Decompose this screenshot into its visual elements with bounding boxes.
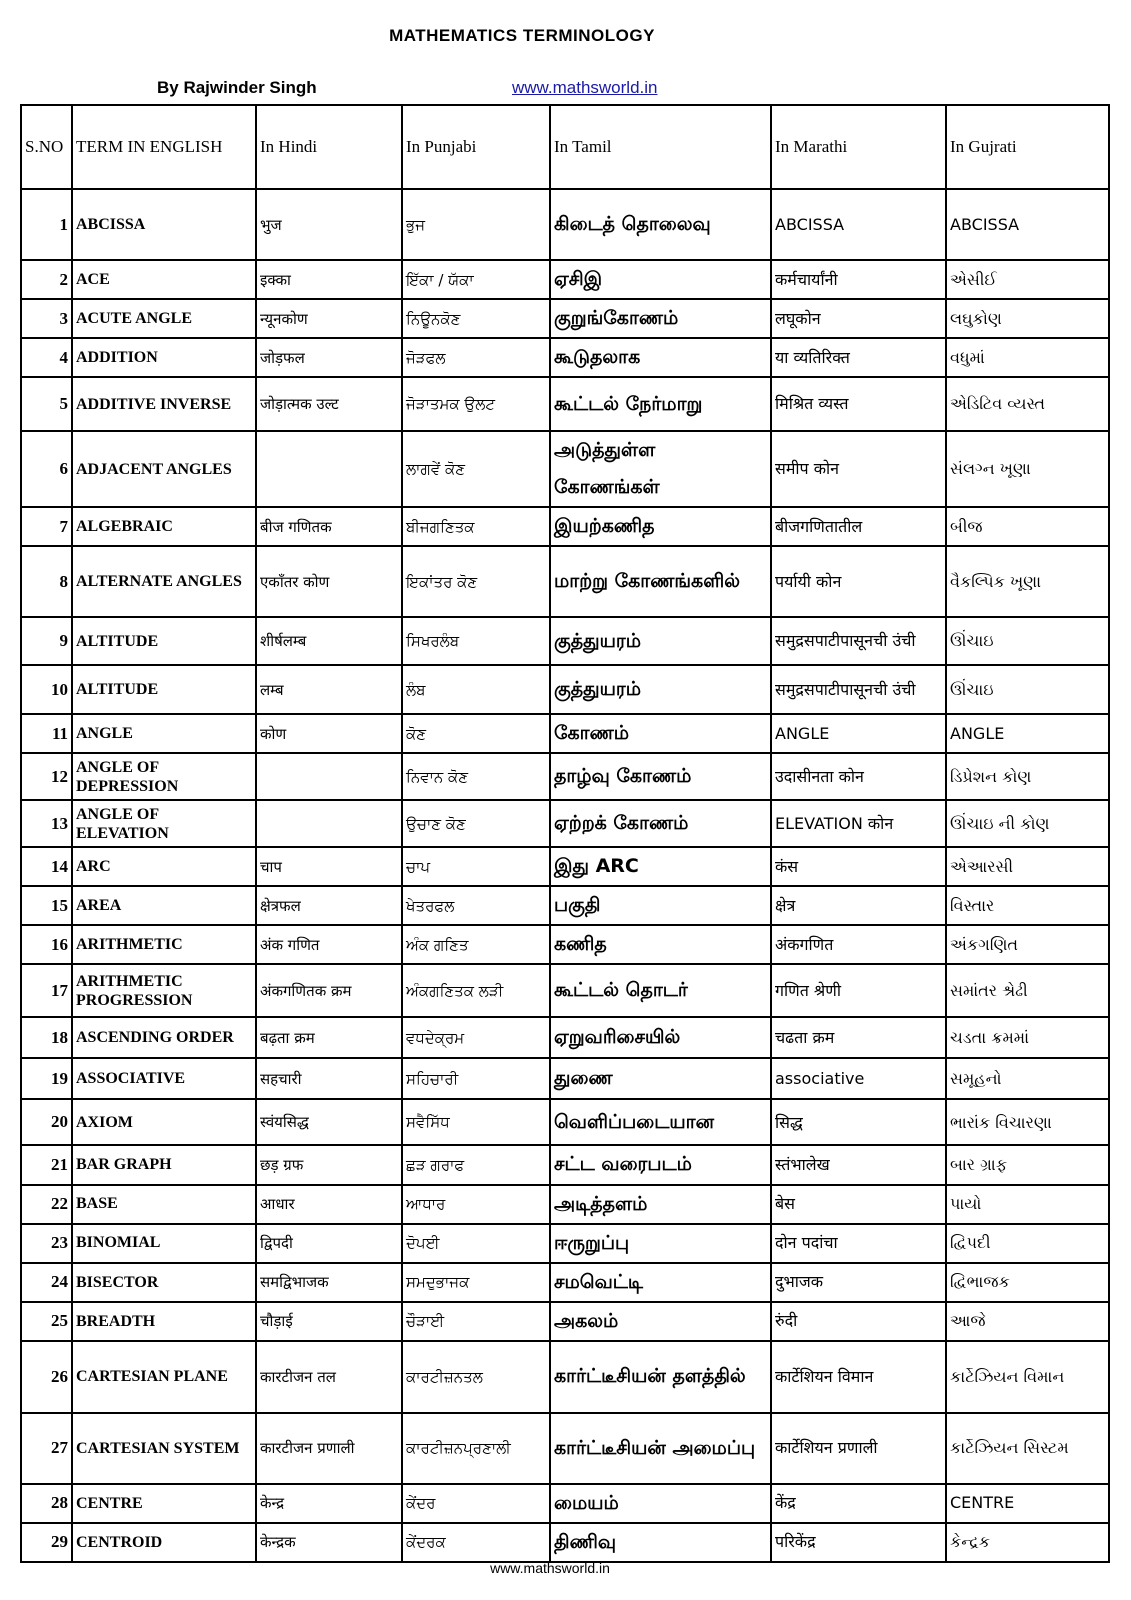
cell-hindi: चाप (256, 847, 402, 886)
cell-marathi: परिकेंद्र (771, 1523, 946, 1562)
cell-hindi: समद्विभाजक (256, 1263, 402, 1302)
cell-tamil: குத்துயரம் (550, 617, 771, 665)
cell-gujrati: ડિપ્રેશન કોણ (946, 753, 1109, 800)
cell-punjabi: ਜੋੜਾਤਮਕ ਉਲਟ (402, 377, 550, 431)
table-row (21, 886, 1109, 925)
cell-tamil: திணிவு (550, 1523, 771, 1562)
cell-hindi: कारटीजन प्रणाली (256, 1413, 402, 1484)
page-title: MATHEMATICS TERMINOLOGY (389, 26, 655, 45)
cell-tamil: ஈருறுப்பு (550, 1224, 771, 1263)
column-header-tamil: In Tamil (550, 105, 771, 189)
table-row (21, 260, 1109, 299)
cell-marathi: ABCISSA (771, 189, 946, 260)
cell-term-english: ALTITUDE (72, 617, 256, 665)
table-row (21, 617, 1109, 665)
cell-hindi: बढ़ता क्रम (256, 1017, 402, 1058)
cell-punjabi: ਕੇਂਦਰਕ (402, 1523, 550, 1562)
cell-sno: 12 (21, 753, 72, 800)
terminology-table (20, 104, 1110, 1563)
cell-gujrati: એડિટિવ વ્યસ્ત (946, 377, 1109, 431)
cell-gujrati: સંલગ્ન ખૂણા (946, 431, 1109, 507)
column-header-gujrati: In Gujrati (946, 105, 1109, 189)
cell-sno: 13 (21, 800, 72, 847)
cell-punjabi: ਆਧਾਰ (402, 1185, 550, 1224)
cell-tamil: இது ARC (550, 847, 771, 886)
cell-tamil: அடுத்துள்ள கோணங்கள் (550, 431, 771, 507)
cell-gujrati: ઊંચાઇ ની કોણ (946, 800, 1109, 847)
column-header-punjabi: In Punjabi (402, 105, 550, 189)
cell-hindi: इक्का (256, 260, 402, 299)
cell-marathi: समुद्रसपाटीपासूनची उंची (771, 617, 946, 665)
cell-punjabi: ਚੌੜਾਈ (402, 1302, 550, 1341)
cell-tamil: அகலம் (550, 1302, 771, 1341)
cell-gujrati: ચડતા ક્રમમાં (946, 1017, 1109, 1058)
table-row (21, 431, 1109, 507)
table-row (21, 1341, 1109, 1413)
table-row (21, 1263, 1109, 1302)
table-row (21, 1523, 1109, 1562)
cell-marathi: बेस (771, 1185, 946, 1224)
cell-tamil: பகுதி (550, 886, 771, 925)
cell-gujrati: બીજ (946, 507, 1109, 546)
cell-hindi: चौड़ाई (256, 1302, 402, 1341)
cell-punjabi: ਨਿਊਨਕੋਣ (402, 299, 550, 338)
cell-term-english: AXIOM (72, 1099, 256, 1145)
cell-gujrati: વૈકલ્પિક ખૂણા (946, 546, 1109, 617)
cell-punjabi: ਦੋਪਈ (402, 1224, 550, 1263)
cell-sno: 8 (21, 546, 72, 617)
cell-term-english: ALTERNATE ANGLES (72, 546, 256, 617)
cell-term-english: ACE (72, 260, 256, 299)
cell-gujrati: દ્વિભાજક (946, 1263, 1109, 1302)
cell-gujrati: વિસ્તાર (946, 886, 1109, 925)
cell-punjabi: ਉਚਾਣ ਕੋਣ (402, 800, 550, 847)
cell-marathi: अंकगणित (771, 925, 946, 964)
table-row (21, 189, 1109, 260)
table-row (21, 1224, 1109, 1263)
cell-tamil: கார்ட்டீசியன் அமைப்பு (550, 1413, 771, 1484)
cell-marathi: ELEVATION कोन (771, 800, 946, 847)
cell-tamil: வெளிப்படையான (550, 1099, 771, 1145)
cell-punjabi: ਲਾਗਵੇਂ ਕੋਣ (402, 431, 550, 507)
cell-sno: 25 (21, 1302, 72, 1341)
cell-term-english: ASCENDING ORDER (72, 1017, 256, 1058)
cell-marathi: दुभाजक (771, 1263, 946, 1302)
cell-gujrati: લઘુકોણ (946, 299, 1109, 338)
cell-term-english: ABCISSA (72, 189, 256, 260)
cell-hindi: भुज (256, 189, 402, 260)
cell-term-english: ADDITIVE INVERSE (72, 377, 256, 431)
cell-term-english: ARITHMETIC (72, 925, 256, 964)
cell-tamil: ஏசிஇ (550, 260, 771, 299)
cell-marathi: उदासीनता कोन (771, 753, 946, 800)
cell-term-english: ARC (72, 847, 256, 886)
cell-punjabi: ਸਹਿਚਾਰੀ (402, 1058, 550, 1099)
cell-hindi (256, 431, 402, 507)
cell-gujrati: ઊંચાઇ (946, 617, 1109, 665)
cell-sno: 6 (21, 431, 72, 507)
cell-marathi: रुंदी (771, 1302, 946, 1341)
table-row (21, 714, 1109, 753)
cell-marathi: स्तंभालेख (771, 1145, 946, 1184)
cell-marathi: केंद्र (771, 1484, 946, 1523)
cell-sno: 19 (21, 1058, 72, 1099)
cell-sno: 14 (21, 847, 72, 886)
cell-tamil: சமவெட்டி (550, 1263, 771, 1302)
cell-tamil: கூட்டல் தொடர் (550, 964, 771, 1017)
table-row (21, 753, 1109, 800)
cell-hindi: कोण (256, 714, 402, 753)
table-row (21, 925, 1109, 964)
cell-tamil: கார்ட்டீசியன் தளத்தில் (550, 1341, 771, 1413)
column-header-sno: S.NO (21, 105, 72, 189)
cell-sno: 1 (21, 189, 72, 260)
cell-term-english: ANGLE OF DEPRESSION (72, 753, 256, 800)
cell-gujrati: સમાંતર શ્રેઢી (946, 964, 1109, 1017)
cell-tamil: கூட்டல் நேர்மாறு (550, 377, 771, 431)
cell-term-english: ASSOCIATIVE (72, 1058, 256, 1099)
cell-punjabi: ਸਿਖਰਲੰਬ (402, 617, 550, 665)
cell-punjabi: ਇਕਾਂਤਰ ਕੋਣ (402, 546, 550, 617)
cell-punjabi: ਜੋੜਫਲ (402, 338, 550, 377)
cell-term-english: ARITHMETIC PROGRESSION (72, 964, 256, 1017)
cell-gujrati: ABCISSA (946, 189, 1109, 260)
table-row (21, 847, 1109, 886)
cell-sno: 9 (21, 617, 72, 665)
cell-hindi: अंक गणित (256, 925, 402, 964)
cell-term-english: CARTESIAN PLANE (72, 1341, 256, 1413)
cell-term-english: CARTESIAN SYSTEM (72, 1413, 256, 1484)
cell-gujrati: ભારાંક વિચારણા (946, 1099, 1109, 1145)
cell-marathi: कार्टेशियन प्रणाली (771, 1413, 946, 1484)
cell-gujrati: દ્વિપદી (946, 1224, 1109, 1263)
cell-punjabi: ਭੁਜ (402, 189, 550, 260)
cell-marathi: मिश्रित व्यस्त (771, 377, 946, 431)
cell-gujrati: વધુમાં (946, 338, 1109, 377)
cell-tamil: தாழ்வு கோணம் (550, 753, 771, 800)
cell-punjabi: ਅੰਕਗਣਿਤਕ ਲੜੀ (402, 964, 550, 1017)
table-row (21, 1145, 1109, 1184)
table-row (21, 1185, 1109, 1224)
cell-marathi: बीजगणितातील (771, 507, 946, 546)
cell-punjabi: ਕਾਰਟੀਜ਼ਨਪ੍ਰਣਾਲੀ (402, 1413, 550, 1484)
cell-punjabi: ਖੇਤਰਫਲ (402, 886, 550, 925)
cell-punjabi: ਛੜ ਗਰਾਫ (402, 1145, 550, 1184)
cell-gujrati: કાર્ટેઝિયન વિમાન (946, 1341, 1109, 1413)
cell-punjabi: ਸਮਦੁਭਾਜਕ (402, 1263, 550, 1302)
cell-punjabi: ਚਾਪ (402, 847, 550, 886)
cell-punjabi: ਇੱਕਾ / ਯੱਕਾ (402, 260, 550, 299)
cell-tamil: இயற்கணித (550, 507, 771, 546)
cell-sno: 11 (21, 714, 72, 753)
cell-sno: 2 (21, 260, 72, 299)
cell-hindi: न्यूनकोण (256, 299, 402, 338)
cell-hindi: शीर्षलम्ब (256, 617, 402, 665)
footer-website: www.mathsworld.in (490, 1560, 610, 1576)
cell-term-english: ANGLE (72, 714, 256, 753)
table-row (21, 964, 1109, 1017)
cell-gujrati: CENTRE (946, 1484, 1109, 1523)
cell-gujrati: આજે (946, 1302, 1109, 1341)
cell-marathi: क्षेत्र (771, 886, 946, 925)
cell-term-english: ADDITION (72, 338, 256, 377)
cell-term-english: ALGEBRAIC (72, 507, 256, 546)
table-row (21, 299, 1109, 338)
cell-hindi: केन्द्र (256, 1484, 402, 1523)
cell-sno: 3 (21, 299, 72, 338)
cell-hindi (256, 800, 402, 847)
cell-marathi: समीप कोन (771, 431, 946, 507)
author-name: By Rajwinder Singh (157, 78, 317, 97)
cell-punjabi: ਸਵੈਸਿੱਧ (402, 1099, 550, 1145)
cell-hindi: कारटीजन तल (256, 1341, 402, 1413)
cell-term-english: BISECTOR (72, 1263, 256, 1302)
cell-term-english: BAR GRAPH (72, 1145, 256, 1184)
cell-sno: 22 (21, 1185, 72, 1224)
cell-tamil: ஏறுவரிசையில் (550, 1017, 771, 1058)
cell-marathi: दोन पदांचा (771, 1224, 946, 1263)
cell-punjabi: ਕਾਰਟੀਜ਼ਨਤਲ (402, 1341, 550, 1413)
cell-gujrati: એઆરસી (946, 847, 1109, 886)
cell-hindi: स्वंयसिद्ध (256, 1099, 402, 1145)
cell-gujrati: સમૂહનો (946, 1058, 1109, 1099)
cell-term-english: ALTITUDE (72, 665, 256, 714)
table-row (21, 1058, 1109, 1099)
cell-term-english: CENTROID (72, 1523, 256, 1562)
cell-marathi: कंस (771, 847, 946, 886)
cell-hindi (256, 753, 402, 800)
table-row (21, 800, 1109, 847)
cell-sno: 21 (21, 1145, 72, 1184)
cell-marathi: associative (771, 1058, 946, 1099)
cell-marathi: लघूकोन (771, 299, 946, 338)
cell-tamil: கணித (550, 925, 771, 964)
cell-hindi: जोड़फल (256, 338, 402, 377)
cell-tamil: குத்துயரம் (550, 665, 771, 714)
cell-marathi: गणित श्रेणी (771, 964, 946, 1017)
cell-marathi: कर्मचार्यांनी (771, 260, 946, 299)
cell-punjabi: ਬੀਜਗਣਿਤਕ (402, 507, 550, 546)
table-row (21, 665, 1109, 714)
cell-hindi: आधार (256, 1185, 402, 1224)
cell-marathi: चढता क्रम (771, 1017, 946, 1058)
cell-punjabi: ਨਿਵਾਨ ਕੋਣ (402, 753, 550, 800)
cell-gujrati: ઊંચાઇ (946, 665, 1109, 714)
cell-hindi: अंकगणितक क्रम (256, 964, 402, 1017)
column-header-hindi: In Hindi (256, 105, 402, 189)
cell-sno: 28 (21, 1484, 72, 1523)
cell-marathi: कार्टेशियन विमान (771, 1341, 946, 1413)
table-row (21, 507, 1109, 546)
cell-punjabi: ਵਧਦੇਕ੍ਰਮ (402, 1017, 550, 1058)
cell-term-english: ANGLE OF ELEVATION (72, 800, 256, 847)
cell-gujrati: એસીઈ (946, 260, 1109, 299)
cell-sno: 29 (21, 1523, 72, 1562)
cell-tamil: துணை (550, 1058, 771, 1099)
cell-gujrati: કેન્દ્રક (946, 1523, 1109, 1562)
cell-marathi: समुद्रसपाटीपासूनची उंची (771, 665, 946, 714)
cell-sno: 5 (21, 377, 72, 431)
cell-sno: 20 (21, 1099, 72, 1145)
cell-term-english: ADJACENT ANGLES (72, 431, 256, 507)
cell-term-english: BASE (72, 1185, 256, 1224)
cell-tamil: மாற்று கோணங்களில் (550, 546, 771, 617)
cell-gujrati: કાર્ટેઝિયન સિસ્ટમ (946, 1413, 1109, 1484)
cell-hindi: बीज गणितक (256, 507, 402, 546)
cell-sno: 18 (21, 1017, 72, 1058)
cell-term-english: ACUTE ANGLE (72, 299, 256, 338)
website-link[interactable]: www.mathsworld.in (512, 78, 658, 97)
cell-marathi: सिद्ध (771, 1099, 946, 1145)
cell-sno: 15 (21, 886, 72, 925)
cell-term-english: BREADTH (72, 1302, 256, 1341)
cell-hindi: केन्द्रक (256, 1523, 402, 1562)
table-header-row (21, 105, 1109, 189)
cell-sno: 26 (21, 1341, 72, 1413)
cell-hindi: क्षेत्रफल (256, 886, 402, 925)
cell-marathi: ANGLE (771, 714, 946, 753)
cell-hindi: लम्ब (256, 665, 402, 714)
table-row (21, 338, 1109, 377)
cell-hindi: एकाँतर कोण (256, 546, 402, 617)
table-row (21, 1302, 1109, 1341)
cell-marathi: पर्यायी कोन (771, 546, 946, 617)
table-row (21, 1484, 1109, 1523)
cell-sno: 4 (21, 338, 72, 377)
cell-tamil: ஏற்றக் கோணம் (550, 800, 771, 847)
cell-sno: 23 (21, 1224, 72, 1263)
cell-gujrati: ANGLE (946, 714, 1109, 753)
cell-hindi: छड़ ग्रफ (256, 1145, 402, 1184)
cell-tamil: குறுங்கோணம் (550, 299, 771, 338)
cell-term-english: CENTRE (72, 1484, 256, 1523)
table-row (21, 1017, 1109, 1058)
cell-sno: 10 (21, 665, 72, 714)
cell-term-english: AREA (72, 886, 256, 925)
cell-gujrati: બાર ગ્રાફ (946, 1145, 1109, 1184)
column-header-marathi: In Marathi (771, 105, 946, 189)
cell-hindi: द्विपदी (256, 1224, 402, 1263)
cell-punjabi: ਅੰਕ ਗਣਿਤ (402, 925, 550, 964)
cell-hindi: जोड़ात्मक उल्ट (256, 377, 402, 431)
cell-punjabi: ਲੰਬ (402, 665, 550, 714)
cell-sno: 16 (21, 925, 72, 964)
cell-punjabi: ਕੇਂਦਰ (402, 1484, 550, 1523)
cell-tamil: மையம் (550, 1484, 771, 1523)
cell-marathi: या व्यतिरिक्त (771, 338, 946, 377)
cell-sno: 17 (21, 964, 72, 1017)
cell-gujrati: અંકગણિત (946, 925, 1109, 964)
cell-tamil: அடித்தளம் (550, 1185, 771, 1224)
cell-hindi: सहचारी (256, 1058, 402, 1099)
cell-sno: 27 (21, 1413, 72, 1484)
cell-sno: 7 (21, 507, 72, 546)
cell-tamil: கோணம் (550, 714, 771, 753)
cell-tamil: சட்ட வரைபடம் (550, 1145, 771, 1184)
cell-sno: 24 (21, 1263, 72, 1302)
column-header-english: TERM IN ENGLISH (72, 105, 256, 189)
cell-term-english: BINOMIAL (72, 1224, 256, 1263)
cell-gujrati: પાયો (946, 1185, 1109, 1224)
table-row (21, 546, 1109, 617)
cell-tamil: கிடைத் தொலைவு (550, 189, 771, 260)
cell-tamil: கூடுதலாக (550, 338, 771, 377)
table-row (21, 377, 1109, 431)
table-row (21, 1099, 1109, 1145)
table-row (21, 1413, 1109, 1484)
cell-punjabi: ਕੋਣ (402, 714, 550, 753)
